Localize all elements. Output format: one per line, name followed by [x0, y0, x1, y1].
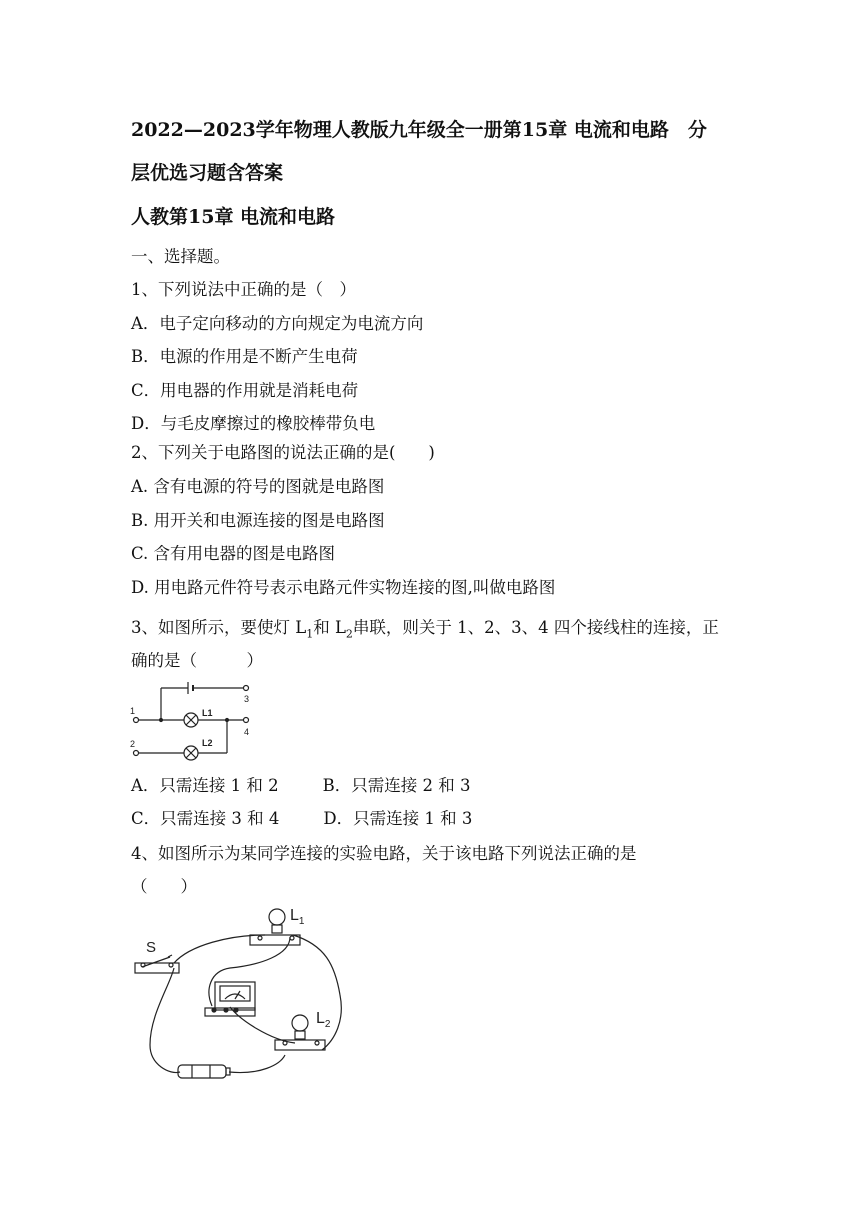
lamp-l1-label: L1 — [202, 708, 213, 718]
lamp-l1-text: $L_1$ — [290, 907, 305, 927]
section-heading: 一、选择题。 — [131, 247, 230, 266]
q3-options-row1 — [131, 775, 471, 797]
terminal-3 — [244, 686, 249, 691]
q2-option-d: D. 用电路元件符号表示电路元件实物连接的图,叫做电路图 — [131, 578, 556, 597]
terminal-label-3: 3 — [244, 694, 250, 704]
q3-option-c: C．只需连接 3 和 4 — [131, 809, 280, 828]
q1-option-c: C．用电器的作用就是消耗电荷 — [131, 381, 359, 400]
q3-option-a: A．只需连接 1 和 2 — [131, 776, 279, 795]
q3-stem-line2: 确的是（ ） — [131, 651, 263, 670]
q3-sub-1: 1 — [306, 627, 314, 641]
lamp-l2-label: L2 — [202, 738, 213, 748]
q3-stem-part-c: 串联，则关于 1、2、3、4 四个接线柱的连接，正 — [352, 618, 719, 637]
terminal-label-4: 4 — [244, 727, 250, 737]
q1-stem: 1、下列说法中正确的是（ ） — [131, 280, 356, 299]
q1-option-d: D．与毛皮摩擦过的橡胶棒带负电 — [131, 414, 376, 433]
terminal-label-2: 2 — [130, 739, 136, 749]
q3-circuit-figure — [124, 678, 264, 768]
q3-options-row2 — [131, 808, 472, 830]
q3-option-d: D．只需连接 1 和 3 — [323, 809, 473, 828]
switch-label: S — [146, 939, 157, 956]
terminal-4 — [244, 718, 249, 723]
terminal-label-1: 1 — [130, 706, 136, 716]
q1-option-b: B．电源的作用是不断产生电荷 — [131, 347, 358, 366]
q3-stem-part-a: 3、如图所示，要使灯 L — [131, 618, 307, 637]
doc-title-line1: 2022—2023学年物理人教版九年级全一册第15章 电流和电路 分 — [131, 119, 707, 141]
lamp-l2-text: $L_2$ — [316, 1010, 331, 1030]
q4-stem: 4、如图所示为某同学连接的实验电路，关于该电路下列说法正确的是 — [131, 844, 637, 863]
q4-circuit-figure — [130, 905, 355, 1085]
q3-sub-2: 2 — [345, 627, 353, 641]
q2-option-a: A. 含有电源的符号的图就是电路图 — [131, 477, 385, 496]
q2-option-c: C. 含有用电器的图是电路图 — [131, 544, 336, 563]
battery-icon — [178, 1065, 226, 1078]
q2-option-b: B. 用开关和电源连接的图是电路图 — [131, 511, 385, 530]
q1-option-a: A．电子定向移动的方向规定为电流方向 — [131, 314, 424, 333]
lamp-l1-bulb-icon — [269, 909, 285, 925]
q2-stem: 2、下列关于电路图的说法正确的是( ) — [131, 443, 435, 462]
doc-subtitle: 人教第15章 电流和电路 — [131, 206, 336, 228]
lamp-l2-bulb-icon — [292, 1015, 308, 1031]
q3-stem — [131, 617, 719, 645]
q3-option-b: B．只需连接 2 和 3 — [322, 776, 471, 795]
doc-title-line2: 层优选习题含答案 — [131, 162, 284, 184]
terminal-2 — [134, 751, 139, 756]
q4-stem-line2: （ ） — [131, 877, 197, 896]
terminal-1 — [134, 718, 139, 723]
q3-stem-part-b: 和 L — [313, 618, 346, 637]
